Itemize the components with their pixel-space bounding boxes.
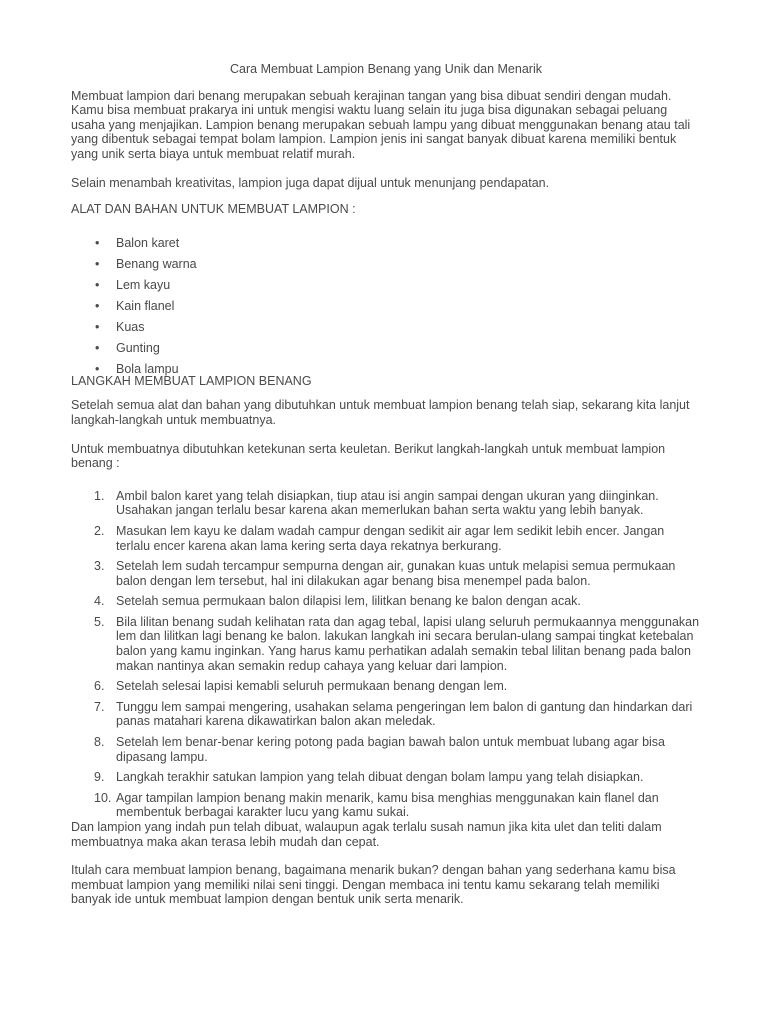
step-item [71, 700, 701, 729]
step-text: Setelah lem sudah tercampur sempurna dengan air, gunakan kuas untuk melapisi semua permukaan balon dengan lem tersebut, hal ini dilakukan agar benang bisa menempel pada balon. [116, 559, 676, 588]
list-item [71, 296, 701, 317]
step-item [71, 735, 701, 764]
list-item [71, 338, 701, 359]
step-number: 1. [94, 488, 105, 503]
list-item-label: Kuas [116, 319, 145, 334]
list-item-label: Benang warna [116, 256, 197, 271]
second-paragraph: Selain menambah kreativitas, lampion juga dapat dijual untuk menunjang pendapatan. [71, 175, 550, 190]
list-item-label: Kain flanel [116, 298, 175, 313]
step-text: Setelah selesai lapisi kemabli seluruh permukaan benang dengan lem. [116, 679, 508, 694]
step-number: 7. [94, 699, 105, 714]
list-item-label: Bola lampu [116, 361, 179, 376]
bullet-icon: • [95, 277, 100, 292]
step-text: Tunggu lem sampai mengering, usahakan selama pengeringan lem balon di gantung dan hindarkan dari panas matahari karena dikawatirkan balon akan meledak. [116, 699, 693, 729]
intro-paragraph: Membuat lampion dari benang merupakan sebuah kerajinan tangan yang bisa dibuat sendiri dengan mudah. Kamu bisa membuat prakarya ini untuk mengisi waktu luang selain itu juga bisa digunakan sebagai peluang usaha yang menjajikan. Lampion benang merupakan sebuah lampu yang dibuat menggunakan benang atau tali yang dibentuk sebagai tempat bolam lampion. Lampion jenis ini sangat banyak dibuat karena memiliki bentuk yang unik serta biaya untuk membuat relatif murah. [71, 88, 691, 161]
closing-paragraph-2: Itulah cara membuat lampion benang, bagaimana menarik bukan? dengan bahan yang sederhana kamu bisa membuat lampion yang memiliki nilai seni tinggi. Dengan membaca ini tentu kamu sekarang telah memiliki banyak ide untuk membuat lampion dengan bentuk unik serta menarik. [71, 863, 676, 907]
step-item [71, 559, 701, 588]
list-item [71, 254, 701, 275]
list-item [71, 317, 701, 338]
bullet-icon: • [95, 319, 100, 334]
step-number: 3. [94, 559, 105, 574]
step-number: 5. [94, 614, 105, 629]
step-item [71, 615, 701, 673]
step-item [71, 524, 701, 553]
list-item-label: Lem kayu [116, 277, 171, 292]
bullet-icon: • [95, 298, 100, 313]
step-item [71, 679, 701, 694]
step-number: 10. [94, 790, 112, 805]
step-text: Langkah terakhir satukan lampion yang telah dibuat dengan bolam lampu yang telah disiapkan. [116, 770, 644, 785]
step-item [71, 489, 701, 518]
list-item-label: Gunting [116, 340, 160, 355]
steps-intro-paragraph-2: Untuk membuatnya dibutuhkan ketekunan serta keuletan. Berikut langkah-langkah untuk membuat lampion benang : [71, 441, 666, 471]
bullet-icon: • [95, 340, 100, 355]
document-page [71, 62, 701, 907]
step-text: Masukan lem kayu ke dalam wadah campur dengan sedikit air agar lem sedikit lebih encer. Jangan terlalu encer karena akan lama kering serta daya rekatnya berkurang. [116, 523, 665, 553]
step-number: 6. [94, 679, 105, 694]
step-number: 2. [94, 523, 105, 538]
steps-list [71, 489, 701, 820]
step-text: Ambil balon karet yang telah disiapkan, tiup atau isi angin sampai dengan ukuran yang diinginkan. Usahakan jangan terlalu besar karena akan memerlukan bahan serta waktu yang lebih banyak. [116, 488, 659, 518]
step-text: Setelah lem benar-benar kering potong pada bagian bawah balon untuk membuat lubang agar bisa dipasang lampu. [116, 735, 665, 764]
tools-heading: ALAT DAN BAHAN UNTUK MEMBUAT LAMPION : [71, 202, 356, 217]
step-number: 8. [94, 735, 105, 750]
bullet-icon: • [95, 235, 100, 250]
step-text: Agar tampilan lampion benang makin menarik, kamu bisa menghias menggunakan kain flanel dan membentuk berbagai karakter lucu yang kamu sukai. [116, 790, 659, 820]
list-item [71, 275, 701, 296]
step-item [71, 770, 701, 785]
list-item [71, 359, 701, 380]
list-item-label: Balon karet [116, 235, 180, 250]
document-title: Cara Membuat Lampion Benang yang Unik dan Menarik [230, 62, 542, 76]
step-item [71, 594, 701, 609]
step-item [71, 791, 701, 820]
step-text: Bila lilitan benang sudah kelihatan rata dan agag tebal, lapisi ulang seluruh permukaannya menggunakan lem dan lilitkan lagi benang ke balon. lakukan langkah ini secara berulan-ulang sampai tingkat ketebalan balon yang kamu inginkan. Yang harus kamu perhatikan adalah semakin tebal lilitan benang pada balon makan nantinya akan semakin redup cahaya yang keluar dari lampion. [116, 614, 700, 673]
tools-list [71, 233, 701, 380]
steps-intro-paragraph: Setelah semua alat dan bahan yang dibutuhkan untuk membuat lampion benang telah siap, sekarang kita lanjut langkah-langkah untuk membuatnya. [71, 398, 690, 427]
steps-heading: LANGKAH MEMBUAT LAMPION BENANG [71, 373, 312, 388]
bullet-icon: • [95, 256, 100, 271]
step-number: 4. [94, 594, 105, 609]
closing-paragraph: Dan lampion yang indah pun telah dibuat, walaupun agak terlalu susah namun jika kita ulet dan teliti dalam membuatnya maka akan terasa lebih mudah dan cepat. [71, 820, 662, 849]
bullet-icon: • [95, 361, 100, 376]
step-text: Setelah semua permukaan balon dilapisi lem, lilitkan benang ke balon dengan acak. [116, 594, 581, 609]
step-number: 9. [94, 770, 105, 785]
list-item [71, 233, 701, 254]
